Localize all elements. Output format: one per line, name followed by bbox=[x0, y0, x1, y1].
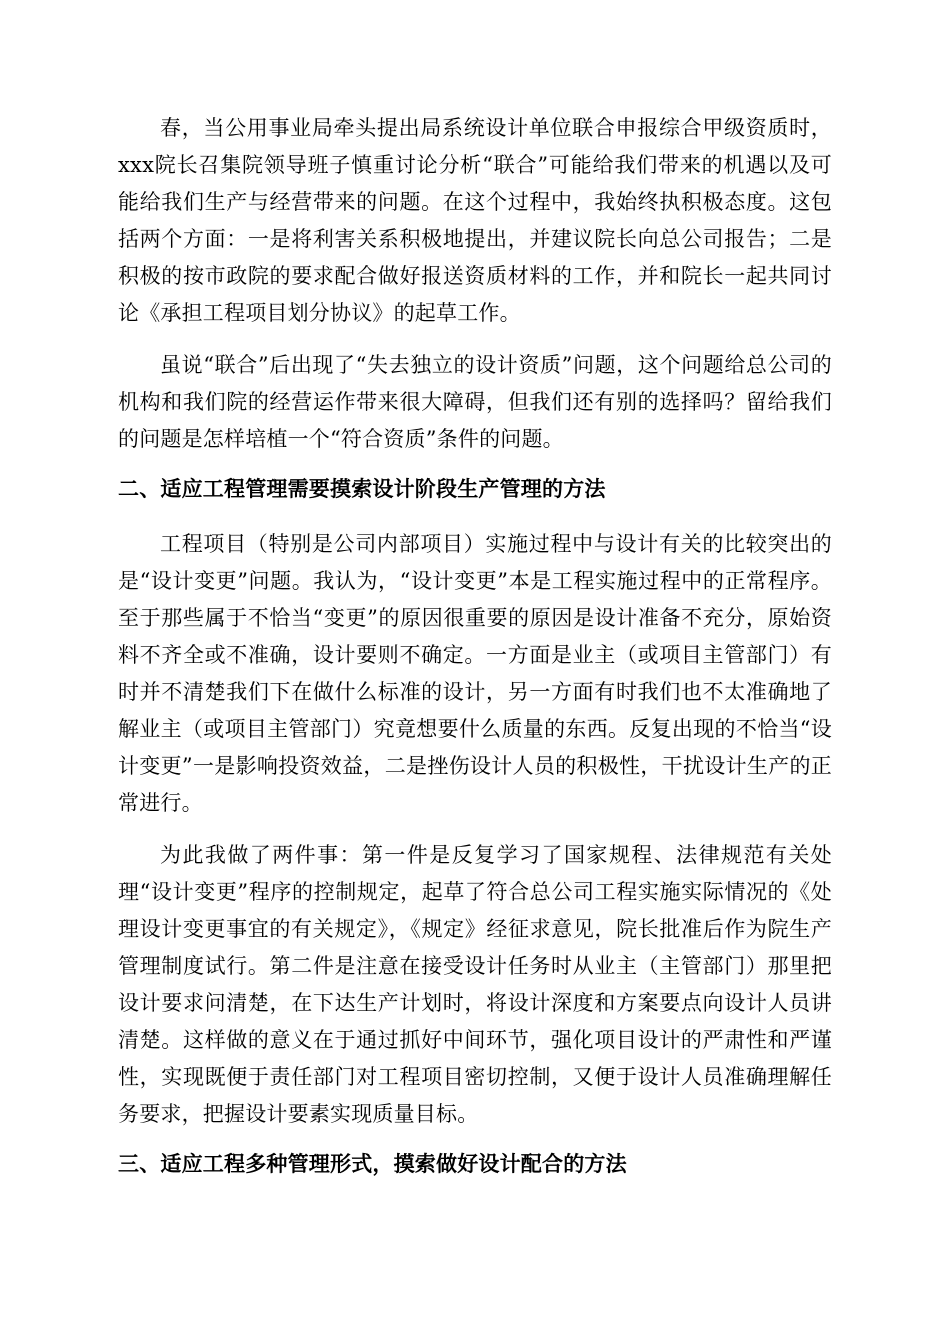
section-heading: 三、适应工程多种管理形式，摸索做好设计配合的方法 bbox=[118, 1151, 627, 1176]
document-body bbox=[118, 110, 832, 1201]
body-paragraph: 工程项目（特别是公司内部项目）实施过程中与设计有关的比较突出的是“设计变更”问题。我认为，“设计变更”本是工程实施过程中的正常程序。至于那些属于不恰当“变更”的原因很重要的原因是设计准备不充分，原始资料不齐全或不准确，设计要则不确定。一方面是业主（或项目主管部门）有时并不清楚我们下在做什么标准的设计，另一方面有时我们也不太准确地了解业主（或项目主管部门）究竟想要什么质量的东西。反复出现的不恰当“设计变更”一是影响投资效益，二是挫伤设计人员的积极性，干扰设计生产的正常进行。 bbox=[118, 532, 832, 815]
body-paragraph: 春，当公用事业局牵头提出局系统设计单位联合申报综合甲级资质时，xxx院长召集院领导班子慎重讨论分析“联合”可能给我们带来的机遇以及可能给我们生产与经营带来的问题。在这个过程中，我始终执积极态度。这包括两个方面：一是将利害关系积极地提出，并建议院长向总公司报告；二是积极的按市政院的要求配合做好报送资质材料的工作，并和院长一起共同讨论《承担工程项目划分协议》的起草工作。 bbox=[118, 116, 832, 325]
section-heading: 二、适应工程管理需要摸索设计阶段生产管理的方法 bbox=[118, 476, 606, 501]
body-paragraph: 为此我做了两件事：第一件是反复学习了国家规程、法律规范有关处理“设计变更”程序的控制规定，起草了符合总公司工程实施实际情况的《处理设计变更事宜的有关规定》，《规定》经征求意见，院长批准后作为院生产管理制度试行。第二件是注意在接受设计任务时从业主（主管部门）那里把设计要求问清楚，在下达生产计划时，将设计深度和方案要点向设计人员讲清楚。这样做的意义在于通过抓好中间环节，强化项目设计的严肃性和严谨性，实现既便于责任部门对工程项目密切控制，又便于设计人员准确理解任务要求，把握设计要素实现质量目标。 bbox=[118, 843, 832, 1126]
body-paragraph: 虽说“联合”后出现了“失去独立的设计资质”问题，这个问题给总公司的机构和我们院的经营运作带来很大障碍，但我们还有别的选择吗？留给我们的问题是怎样培植一个“符合资质”条件的问题。 bbox=[118, 353, 832, 451]
